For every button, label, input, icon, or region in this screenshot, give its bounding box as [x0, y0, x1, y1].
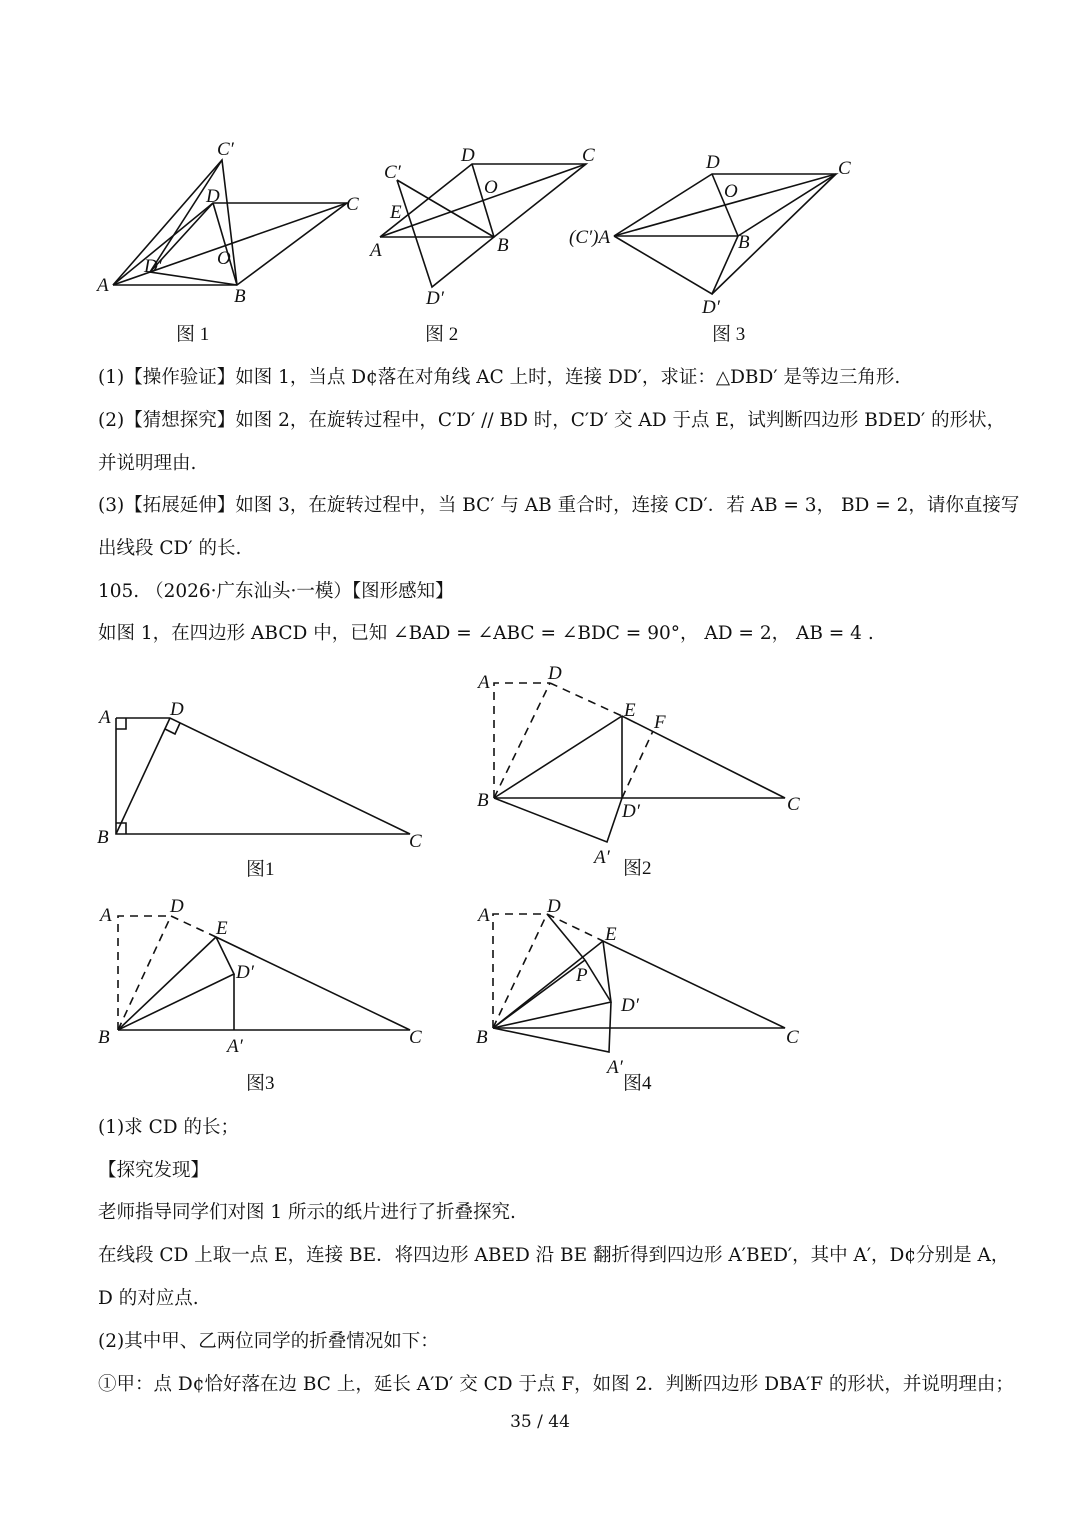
svg-text:B: B	[738, 232, 750, 253]
svg-text:D: D	[170, 896, 184, 917]
q105-question-1: (1)求 CD 的长；	[98, 1117, 239, 1138]
svg-text:E: E	[390, 202, 402, 223]
figure-caption: 图 1	[176, 324, 210, 345]
q104-part2: (2)【猜想探究】如图 2，在旋转过程中，C′D′ // BD 时，C′D′ 交 AD 于点 E，试判断四边形 BDED′ 的形状，	[98, 410, 1006, 431]
svg-text:B: B	[97, 827, 109, 848]
svg-text:D′: D′	[144, 256, 162, 277]
svg-text:C: C	[409, 1027, 422, 1048]
svg-text:A: A	[370, 240, 382, 261]
svg-text:D: D	[548, 663, 562, 684]
svg-text:D: D	[170, 699, 184, 720]
svg-text:C′: C′	[384, 162, 401, 183]
q105-figure-1	[97, 699, 422, 880]
svg-text:D′: D′	[621, 995, 639, 1016]
svg-text:D′: D′	[426, 288, 444, 309]
svg-text:F: F	[654, 712, 666, 733]
svg-text:C: C	[838, 158, 851, 179]
svg-text:C: C	[787, 794, 800, 815]
svg-text:C′: C′	[217, 139, 234, 160]
q105-question-2: (2)其中甲、乙两位同学的折叠情况如下：	[98, 1331, 439, 1352]
svg-text:A′: A′	[227, 1036, 243, 1057]
svg-text:E: E	[624, 700, 636, 721]
figure-caption: 图2	[623, 858, 652, 879]
svg-text:E: E	[605, 924, 617, 945]
figure-caption: 图4	[623, 1073, 652, 1094]
q105-explore-line-2: 在线段 CD 上取一点 E，连接 BE．将四边形 ABED 沿 BE 翻折得到四边形 A′BED′，其中 A′，D¢分别是 A，	[98, 1245, 1010, 1266]
svg-text:D: D	[206, 186, 220, 207]
q105-header: 105. （2026·广东汕头·一模）【图形感知】	[98, 581, 454, 602]
q105-given: 如图 1，在四边形 ABCD 中，已知 ∠BAD = ∠ABC = ∠BDC = 90°， AD = 2， AB = 4 .	[98, 623, 874, 644]
svg-text:A′: A′	[594, 847, 610, 868]
figure-caption: 图1	[246, 859, 275, 880]
figure-caption: 图3	[246, 1073, 275, 1094]
top-figures	[0, 0, 1080, 360]
svg-text:A: A	[478, 672, 490, 693]
svg-text:D: D	[706, 152, 720, 173]
svg-text:A′: A′	[607, 1057, 623, 1078]
svg-text:A: A	[97, 275, 109, 296]
svg-text:A: A	[99, 707, 111, 728]
svg-text:D′: D′	[622, 801, 640, 822]
svg-text:B: B	[477, 790, 489, 811]
figure-caption: 图 3	[712, 324, 746, 345]
svg-text:O: O	[484, 177, 498, 198]
svg-text:P: P	[576, 965, 588, 986]
svg-text:(C′)A: (C′)A	[569, 227, 611, 248]
q105-figure-4	[476, 896, 799, 1094]
page-number: 35 / 44	[510, 1412, 570, 1432]
top-figure-3	[569, 152, 851, 345]
top-figure-2	[368, 145, 595, 345]
svg-text:B: B	[497, 235, 509, 256]
q105-explore-line-1: 老师指导同学们对图 1 所示的纸片进行了折叠探究.	[98, 1202, 516, 1223]
svg-text:A: A	[478, 905, 490, 926]
svg-text:C: C	[582, 145, 595, 166]
q105-explore-title: 【探究发现】	[98, 1160, 210, 1181]
q104-part3-cont: 出线段 CD′ 的长.	[98, 538, 242, 559]
svg-text:O: O	[724, 181, 738, 202]
svg-text:D′: D′	[702, 297, 720, 318]
svg-text:D: D	[461, 145, 475, 166]
q104-part3: (3)【拓展延伸】如图 3，在旋转过程中，当 BC′ 与 AB 重合时，连接 CD′．若 AB = 3， BD = 2，请你直接写	[98, 495, 1020, 516]
svg-text:B: B	[234, 286, 246, 307]
q104-part2-cont: 并说明理由.	[98, 453, 197, 474]
figure-caption: 图 2	[425, 324, 459, 345]
svg-text:C: C	[346, 194, 359, 215]
svg-text:A: A	[100, 905, 112, 926]
svg-text:D: D	[547, 896, 561, 917]
svg-text:E: E	[216, 918, 228, 939]
q105-figure-2	[476, 663, 800, 879]
q105-figure-3	[98, 896, 422, 1094]
q105-question-2-1: ①甲：点 D¢恰好落在边 BC 上，延长 A′D′ 交 CD 于点 F，如图 2．判断四边形 DBA′F 的形状，并说明理由；	[98, 1374, 1014, 1395]
svg-text:C: C	[409, 831, 422, 852]
svg-text:B: B	[476, 1027, 488, 1048]
svg-text:D′: D′	[236, 962, 254, 983]
svg-text:C: C	[786, 1027, 799, 1048]
q105-explore-line-3: D 的对应点.	[98, 1288, 199, 1309]
svg-text:O: O	[217, 248, 231, 269]
q104-part1: (1)【操作验证】如图 1，当点 D¢落在对角线 AC 上时，连接 DD′，求证：△DBD′ 是等边三角形.	[98, 367, 901, 388]
svg-text:B: B	[98, 1027, 110, 1048]
top-figure-1	[95, 139, 359, 345]
